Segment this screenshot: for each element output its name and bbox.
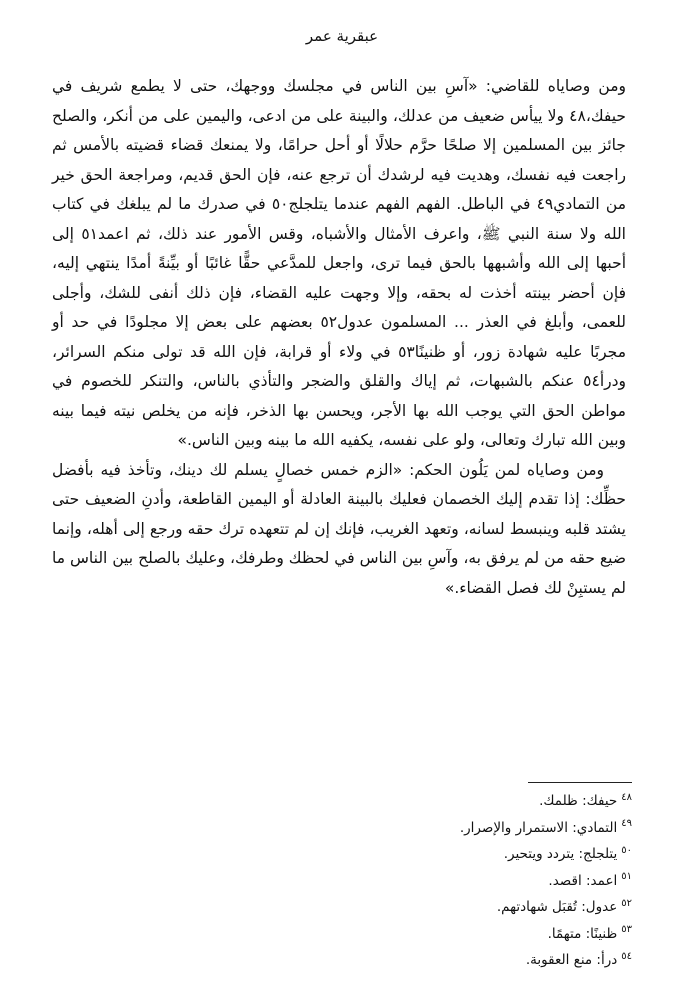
footnote-number: ٥٢ — [621, 897, 632, 909]
footnote-number: ٥٣ — [621, 924, 632, 935]
main-text — [52, 72, 626, 603]
footnote-text: التمادي: الاستمرار والإصرار. — [459, 819, 618, 836]
footnote-separator — [528, 782, 632, 783]
running-title: عبقرية عمر — [305, 27, 379, 45]
footnote-item — [58, 921, 632, 948]
footnote-item — [58, 947, 632, 974]
footnote-number: ٥٤ — [621, 950, 632, 962]
footnote-number: ٤٩ — [621, 818, 632, 829]
footnote-text: عدول: تُقبَل شهادتهم. — [496, 899, 618, 915]
footnote-text: حيفك: ظلمك. — [539, 793, 618, 809]
footnote-text: درأ: منع العقوبة. — [525, 952, 618, 968]
footnote-item — [58, 841, 632, 868]
paragraph-2: ومن وصاياه لمن يَلُون الحكم: «الزم خمس خصالٍ يسلم لك دينك، وتأخذ فيه بأفضل حظِّك: إذا تقدم إليك الخصمان فعليك بالبينة العادلة أو اليمين القاطعة، وأدنِ الضعيف حتى يشتد قلبه وينبسط لسانه، وتعهد الغريب، فإنك إن لم تتعهده ترك حقه ورجع إلى أهله، وإنما ضيع حقه من لم يرفق به، وآسِ بين الناس في لحظك وطرفك، وعليك بالصلح بين الناس ما لم يستبِنْ لك فصل القضاء.» — [52, 460, 626, 597]
footnote-item — [58, 788, 632, 815]
footnote-text: اعمد: اقصد. — [548, 872, 618, 889]
footnote-item — [58, 868, 632, 895]
footnote-number: ٥١ — [621, 871, 632, 882]
footnote-text: ظنينًا: متهمًا. — [547, 925, 618, 942]
footnote-item — [58, 894, 632, 921]
footnote-number: ٤٨ — [621, 791, 632, 803]
footnote-number: ٥٠ — [621, 844, 632, 856]
footnote-text: يتلجلج: يتردد ويتحير. — [503, 846, 618, 862]
paragraph-1: ومن وصاياه للقاضي: «آسِ بين الناس في مجلسك ووجهك، حتى لا يطمع شريف في حيفك،٤٨ ولا ييأس ضعيف من عدلك، والبينة على من ادعى، واليمين على من أنكر، والصلح جائز بين المسلمين إلا صلحًا حرَّم حلالًا أو أحل حرامًا، ولا يمنعك قضاء قضيته بالأمس ثم راجعت فيه نفسك، وهديت فيه لرشدك أن ترجع عنه، فإن الحق قديم، ومراجعة الحق خير من التمادي٤٩ في الباطل. الفهم الفهم عندما يتلجلج٥٠ في صدرك ما لم يبلغك في كتاب الله ولا سنة النبي ﷺ، واعرف الأمثال والأشباه، وقس الأمور عند ذلك، ثم اعمد٥١ إلى أحبها إلى الله وأشبهها بالحق فيما ترى، واجعل للمدَّعي حقًّا غائبًا أو بيِّنةً أمدًا ينتهي إليه، فإن أحضر بينته أخذت له بحقه، وإلا وجهت عليه القضاء، فإن ذلك أنفى للشك، وأجلى للعمى، وأبلغ في العذر ... المسلمون عدول٥٢ بعضهم على بعض إلا مجلودًا في حد أو مجربًا عليه شهادة زور، أو ظنينًا٥٣ في ولاء أو قرابة، فإن الله قد تولى منكم السرائر، ودرأ٥٤ عنكم بالشبهات، ثم إياك والقلق والضجر والتأذي بالناس، والتنكر للخصوم في مواطن الحق التي يوجب الله بها الأجر، ويحسن بها الذخر، فإنه من يخلص نيته فيما بينه وبين الله تبارك وتعالى، ولو على نفسه، يكفيه الله ما بينه وبين الناس.» — [52, 77, 627, 449]
footnote-item — [58, 815, 632, 842]
footnotes — [58, 788, 632, 974]
